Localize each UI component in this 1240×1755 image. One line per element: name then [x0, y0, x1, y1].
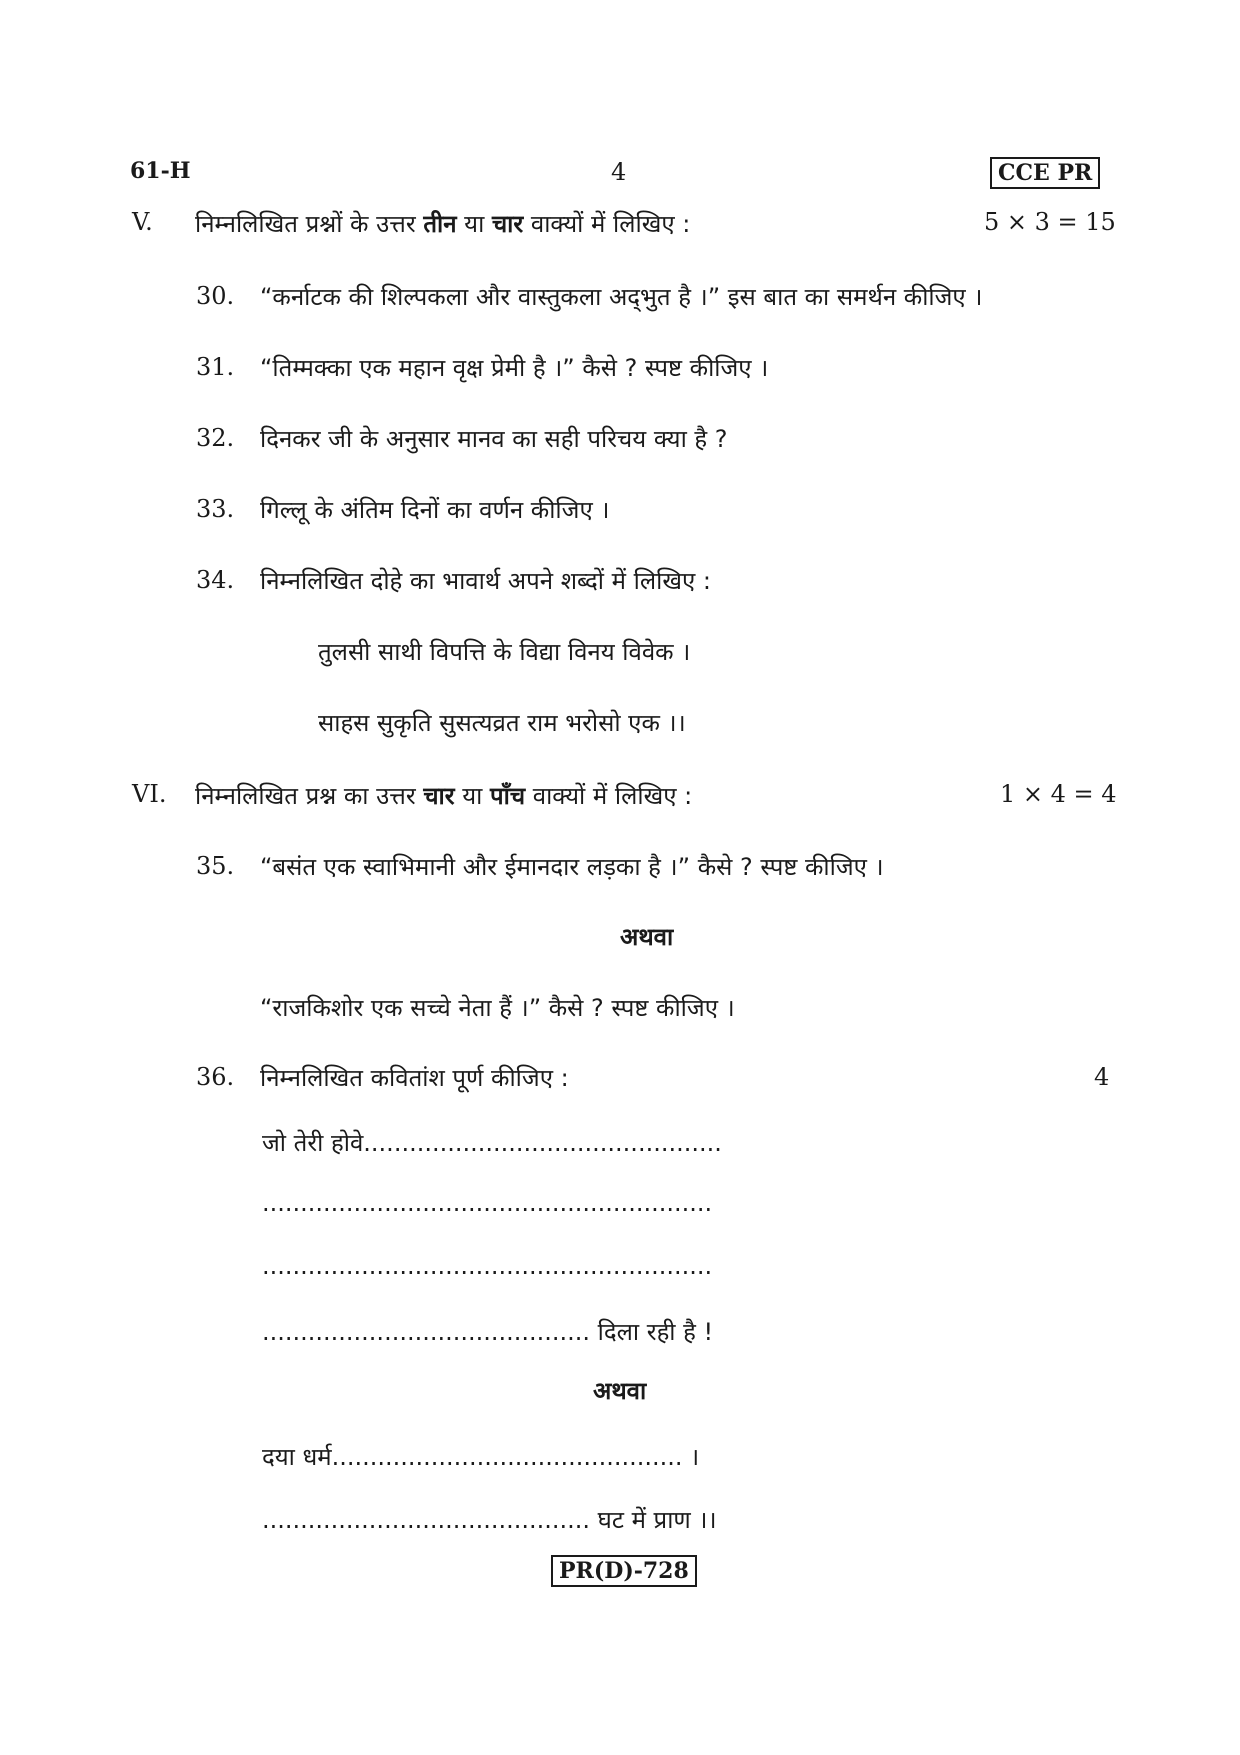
- question-text: “बसंत एक स्वाभिमानी और ईमानदार लड़का है ।” कैसे ? स्पष्ट कीजिए ।: [260, 853, 884, 881]
- doha-line: तुलसी साथी विपत्ति के विद्या विनय विवेक ।: [318, 638, 691, 666]
- question-text: “तिम्मक्का एक महान वृक्ष प्रेमी है ।” कैसे ? स्पष्ट कीजिए ।: [260, 354, 769, 382]
- question-number: 34.: [196, 566, 235, 594]
- section-v-numeral: V.: [132, 208, 153, 236]
- question-number: 30.: [196, 282, 235, 310]
- poem-blank-line: ...........................................................: [262, 1189, 713, 1217]
- footer-code-badge: PR(D)-728: [551, 1555, 697, 1587]
- cce-pr-badge: CCE PR: [990, 157, 1100, 189]
- question-number: 32.: [196, 424, 235, 452]
- poem-blank-line: जो तेरी होवे...............................................: [262, 1129, 722, 1157]
- question-text: गिल्लू के अंतिम दिनों का वर्णन कीजिए ।: [260, 496, 610, 524]
- question-marks: 4: [1094, 1063, 1110, 1091]
- poem-blank-line: ........................................... दिला रही है !: [262, 1318, 714, 1346]
- question-text: निम्नलिखित दोहे का भावार्थ अपने शब्दों में लिखिए :: [260, 567, 711, 595]
- question-number: 33.: [196, 495, 235, 523]
- section-v-instruction: निम्नलिखित प्रश्नों के उत्तर तीन या चार वाक्यों में लिखिए :: [195, 210, 691, 238]
- poem-blank-line: ........................................... घट में प्राण ।।: [262, 1506, 717, 1534]
- section-v-marks: 5 × 3 = 15: [984, 208, 1116, 236]
- poem-blank-line: दया धर्म.............................................. ।: [262, 1443, 700, 1471]
- doha-line: साहस सुकृति सुसत्यव्रत राम भरोसो एक ।।: [318, 709, 686, 737]
- section-vi-instruction: निम्नलिखित प्रश्न का उत्तर चार या पाँच वाक्यों में लिखिए :: [195, 782, 693, 810]
- alternative-question-text: “राजकिशोर एक सच्चे नेता हैं ।” कैसे ? स्पष्ट कीजिए ।: [260, 994, 735, 1022]
- question-text: “कर्नाटक की शिल्पकला और वास्तुकला अद्‌भुत है ।” इस बात का समर्थन कीजिए ।: [260, 283, 983, 311]
- question-text: दिनकर जी के अनुसार मानव का सही परिचय क्या है ?: [260, 425, 728, 453]
- paper-code: 61-H: [130, 158, 191, 184]
- question-number: 35.: [196, 852, 235, 880]
- question-text: निम्नलिखित कवितांश पूर्ण कीजिए :: [260, 1064, 569, 1092]
- section-vi-numeral: VI.: [132, 780, 167, 808]
- question-number: 31.: [196, 353, 235, 381]
- or-label: अथवा: [620, 923, 674, 951]
- or-label: अथवा: [593, 1377, 647, 1405]
- page-number: 4: [611, 158, 627, 186]
- section-vi-marks: 1 × 4 = 4: [1000, 780, 1117, 808]
- poem-blank-line: ...........................................................: [262, 1252, 713, 1280]
- question-number: 36.: [196, 1063, 235, 1091]
